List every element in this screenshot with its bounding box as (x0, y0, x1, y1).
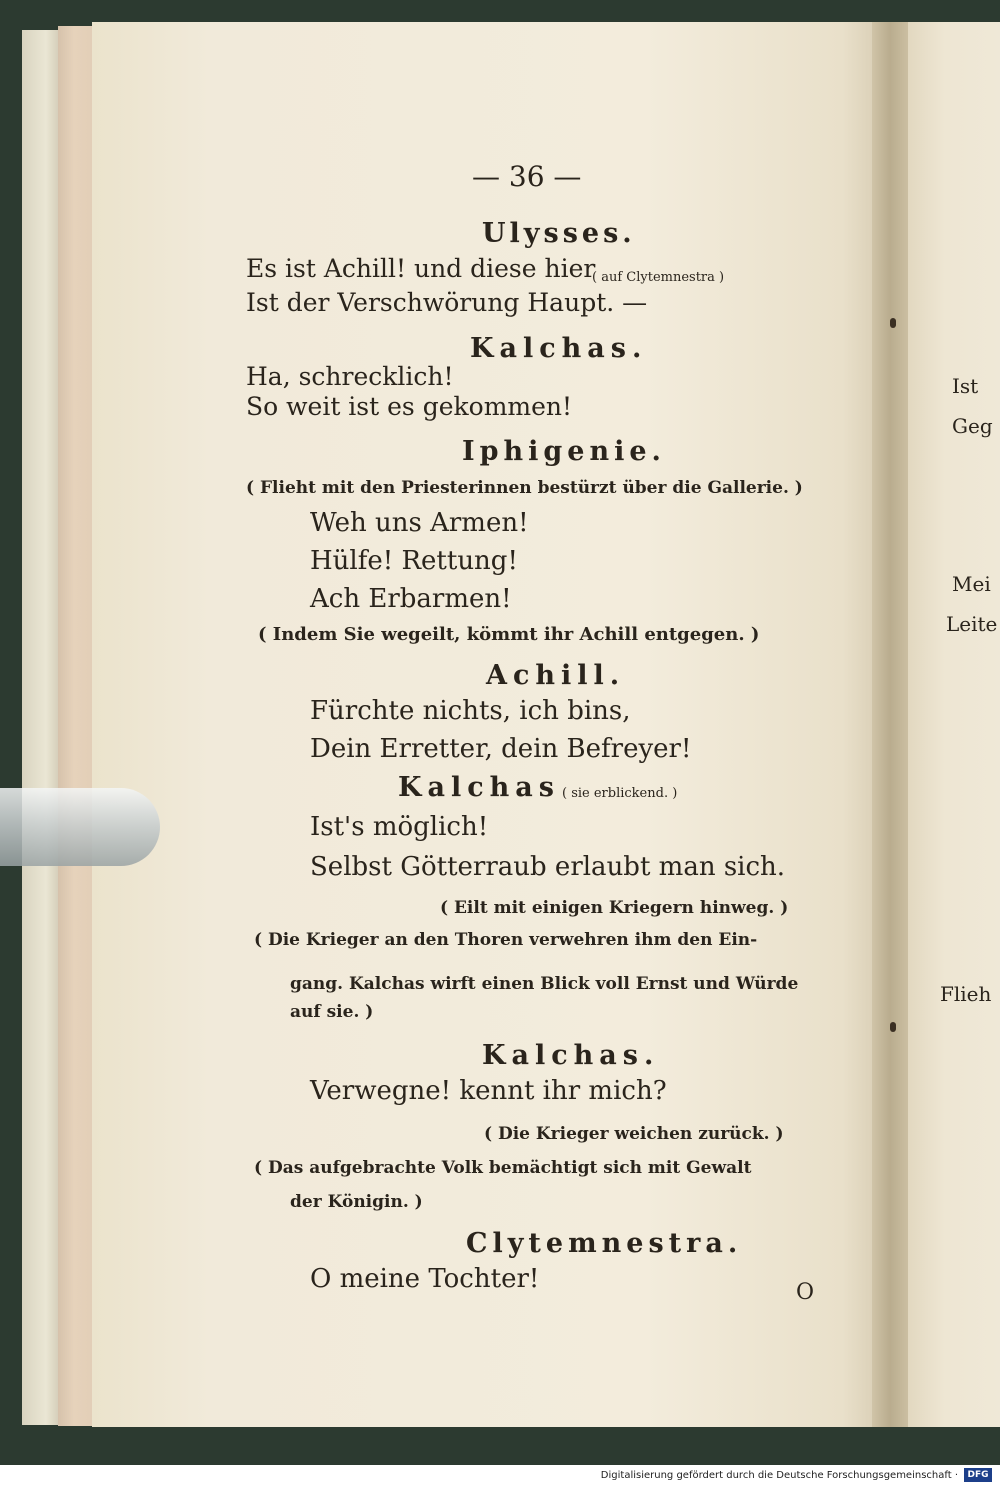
stage-direction: gang. Kalchas wirft einen Blick voll Ernst und Würde (290, 974, 799, 994)
page-number: — 36 — (472, 160, 582, 193)
verse-line: Fürchte nichts, ich bins, (310, 696, 631, 726)
verse-line: Ha, schrecklich! (246, 362, 454, 391)
verse-line: Es ist Achill! und diese hier (246, 254, 596, 283)
stage-direction: der Königin. ) (290, 1192, 423, 1212)
plastic-clip (0, 788, 160, 866)
verse-line: Selbst Götterraub erlaubt man sich. (310, 852, 786, 882)
binding-hole (890, 1022, 896, 1032)
verse-line: Ach Erbarmen! (310, 584, 512, 614)
verse-line: Hülfe! Rettung! (310, 546, 518, 576)
facing-word: Mei (952, 572, 991, 596)
stage-direction: ( Die Krieger an den Thoren verwehren ihm den Ein- (254, 930, 758, 950)
verse-line: Dein Erretter, dein Befreyer! (310, 734, 692, 764)
facing-word: Flieh (940, 982, 992, 1006)
verse-line: Ist der Verschwörung Haupt. — (246, 288, 648, 317)
stage-direction: ( Flieht mit den Priesterinnen bestürzt über die Gallerie. ) (246, 478, 803, 498)
catchword: O (796, 1280, 815, 1305)
facing-word: Geg (952, 414, 993, 438)
stage-direction: auf sie. ) (290, 1002, 374, 1022)
verse-line: So weit ist es gekommen! (246, 392, 573, 421)
stage-direction: ( auf Clytemnestra ) (592, 270, 725, 285)
facing-page (908, 22, 1000, 1427)
speaker-kalchas: Kalchas. (470, 333, 648, 364)
facing-word: Leite (946, 612, 998, 636)
speaker-achill: Achill. (486, 660, 626, 691)
verse-line: Weh uns Armen! (310, 508, 529, 538)
speaker-kalchas: Kalchas. (482, 1040, 660, 1071)
verse-line: O meine Tochter! (310, 1264, 540, 1294)
stage-direction: ( sie erblickend. ) (562, 786, 678, 801)
stage-direction: ( Die Krieger weichen zurück. ) (484, 1124, 784, 1144)
stage-direction: ( Indem Sie wegeilt, kömmt ihr Achill entgegen. ) (258, 624, 760, 645)
page-stack-edge (22, 30, 62, 1425)
dfg-logo: DFG (964, 1468, 992, 1482)
book-gutter (872, 22, 912, 1427)
stage-direction: ( Eilt mit einigen Kriegern hinweg. ) (440, 898, 789, 918)
speaker-iphigenie: Iphigenie. (462, 436, 666, 467)
stage-direction: ( Das aufgebrachte Volk bemächtigt sich mit Gewalt (254, 1158, 752, 1178)
facing-word: Ist (952, 374, 979, 398)
digitization-credit: Digitalisierung gefördert durch die Deutsche Forschungsgemeinschaft · (600, 1470, 958, 1481)
verse-line: Ist's möglich! (310, 812, 489, 842)
speaker-kalchas: Kalchas (398, 772, 560, 803)
speaker-clytemnestra: Clytemnestra. (466, 1228, 743, 1259)
verse-line: Verwegne! kennt ihr mich? (310, 1076, 667, 1106)
speaker-ulysses: Ulysses. (482, 218, 636, 249)
binding-hole (890, 318, 896, 328)
